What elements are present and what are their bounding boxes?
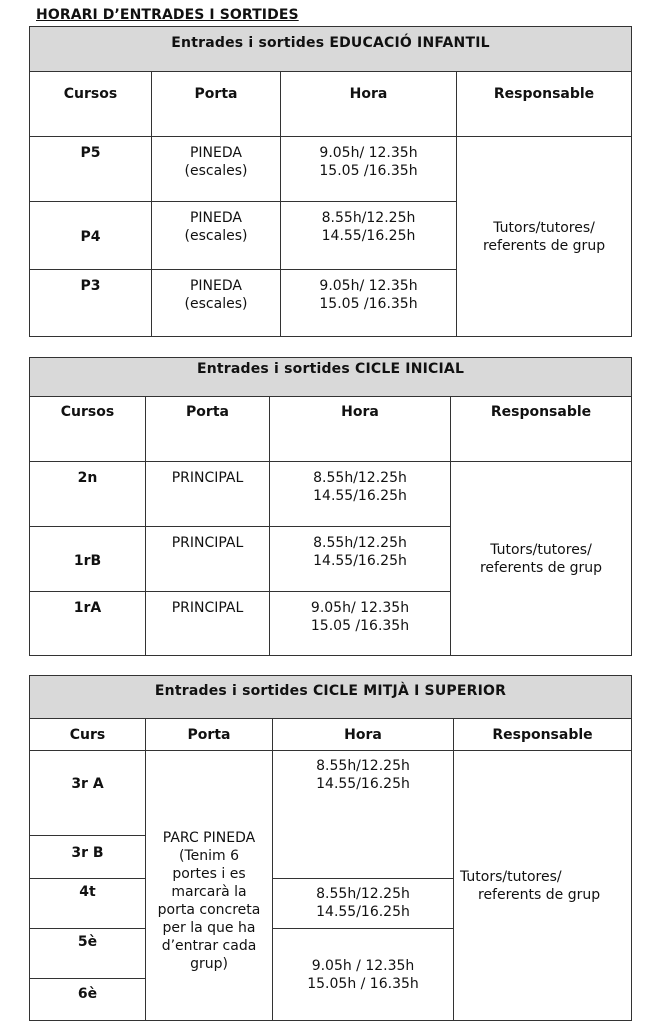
responsible-line: referents de grup bbox=[478, 886, 601, 903]
course-cell: 1rA bbox=[30, 592, 146, 656]
door-line: porta concreta bbox=[157, 902, 261, 918]
time-line: 9.05h/ 12.35h bbox=[310, 600, 410, 616]
time-cell bbox=[281, 202, 457, 270]
course-cell: 3r A bbox=[30, 751, 146, 836]
header-course: Curs bbox=[30, 719, 146, 751]
table-row bbox=[30, 462, 632, 527]
table-row bbox=[30, 751, 632, 836]
schedule-table-cicle-mitja-superior bbox=[29, 675, 632, 1021]
responsible-line: Tutors/tutores/ bbox=[493, 219, 595, 236]
course-cell: P4 bbox=[30, 202, 152, 270]
header-responsible: Responsable bbox=[454, 719, 632, 751]
door-line: PINEDA bbox=[189, 210, 242, 226]
schedule-table-infantil bbox=[29, 26, 632, 337]
door-cell bbox=[152, 270, 281, 337]
course-cell: 6è bbox=[30, 979, 146, 1021]
table-caption: Entrades i sortides EDUCACIÓ INFANTIL bbox=[30, 27, 632, 72]
course-cell: 1rB bbox=[30, 527, 146, 592]
door-line: portes i es bbox=[172, 866, 246, 882]
header-responsible: Responsable bbox=[457, 72, 632, 137]
door-line: d’entrar cada bbox=[161, 938, 257, 954]
responsible-cell bbox=[451, 462, 632, 656]
time-cell bbox=[273, 879, 454, 929]
time-line: 15.05 /16.35h bbox=[319, 163, 418, 179]
time-line: 9.05h/ 12.35h bbox=[319, 278, 418, 294]
door-line: marcarà la bbox=[171, 884, 247, 900]
door-cell: PRINCIPAL bbox=[146, 592, 270, 656]
door-line: per la que ha bbox=[162, 920, 256, 936]
door-cell: PRINCIPAL bbox=[146, 462, 270, 527]
door-line: (escales) bbox=[184, 228, 248, 244]
time-line: 15.05 /16.35h bbox=[310, 618, 410, 634]
time-line: 8.55h/12.25h bbox=[321, 210, 416, 226]
table-caption: Entrades i sortides CICLE INICIAL bbox=[30, 358, 632, 397]
time-line: 14.55/16.25h bbox=[321, 228, 416, 244]
time-cell bbox=[273, 751, 454, 879]
time-cell bbox=[270, 527, 451, 592]
course-cell: 5è bbox=[30, 929, 146, 979]
time-line: 14.55/16.25h bbox=[316, 904, 410, 920]
time-line: 14.55/16.25h bbox=[316, 776, 410, 792]
time-cell bbox=[273, 929, 454, 1021]
time-line: 15.05h / 16.35h bbox=[307, 975, 419, 992]
responsible-line: Tutors/tutores/ bbox=[460, 868, 562, 885]
responsible-cell bbox=[457, 137, 632, 337]
door-line: PINEDA bbox=[189, 145, 242, 161]
door-line: (escales) bbox=[184, 296, 248, 312]
table-caption: Entrades i sortides CICLE MITJÀ I SUPERIOR bbox=[30, 676, 632, 719]
header-courses: Cursos bbox=[30, 397, 146, 462]
course-cell: 2n bbox=[30, 462, 146, 527]
time-line: 9.05h / 12.35h bbox=[311, 957, 415, 974]
time-cell bbox=[270, 462, 451, 527]
header-time: Hora bbox=[273, 719, 454, 751]
door-line: PINEDA bbox=[189, 278, 242, 294]
door-line: (escales) bbox=[184, 163, 248, 179]
time-line: 8.55h/12.25h bbox=[313, 470, 407, 486]
responsible-line: referents de grup bbox=[482, 237, 606, 254]
door-cell bbox=[152, 202, 281, 270]
header-time: Hora bbox=[270, 397, 451, 462]
time-cell bbox=[281, 270, 457, 337]
door-line: (Tenim 6 bbox=[178, 848, 239, 864]
course-cell: P5 bbox=[30, 137, 152, 202]
time-line: 14.55/16.25h bbox=[313, 488, 407, 504]
schedule-table-cicle-inicial bbox=[29, 357, 632, 656]
time-line: 15.05 /16.35h bbox=[319, 296, 418, 312]
document-title: HORARI D’ENTRADES I SORTIDES bbox=[36, 7, 299, 23]
time-cell bbox=[281, 137, 457, 202]
header-time: Hora bbox=[281, 72, 457, 137]
course-cell: 4t bbox=[30, 879, 146, 929]
time-line: 9.05h/ 12.35h bbox=[319, 145, 418, 161]
header-door: Porta bbox=[146, 719, 273, 751]
time-line: 14.55/16.25h bbox=[313, 553, 407, 569]
time-line: 8.55h/12.25h bbox=[316, 886, 410, 902]
header-responsible: Responsable bbox=[451, 397, 632, 462]
course-cell: P3 bbox=[30, 270, 152, 337]
door-line: PARC PINEDA bbox=[162, 830, 256, 846]
responsible-line: Tutors/tutores/ bbox=[490, 541, 592, 558]
header-courses: Cursos bbox=[30, 72, 152, 137]
door-cell: PRINCIPAL bbox=[146, 527, 270, 592]
responsible-cell bbox=[454, 751, 632, 1021]
header-door: Porta bbox=[146, 397, 270, 462]
responsible-line: referents de grup bbox=[479, 559, 603, 576]
time-line: 8.55h/12.25h bbox=[313, 535, 407, 551]
door-cell bbox=[146, 751, 273, 1021]
table-row bbox=[30, 137, 632, 202]
time-cell bbox=[270, 592, 451, 656]
course-cell: 3r B bbox=[30, 836, 146, 879]
header-door: Porta bbox=[152, 72, 281, 137]
door-line: grup) bbox=[190, 956, 228, 972]
time-line: 8.55h/12.25h bbox=[316, 758, 410, 774]
door-cell bbox=[152, 137, 281, 202]
